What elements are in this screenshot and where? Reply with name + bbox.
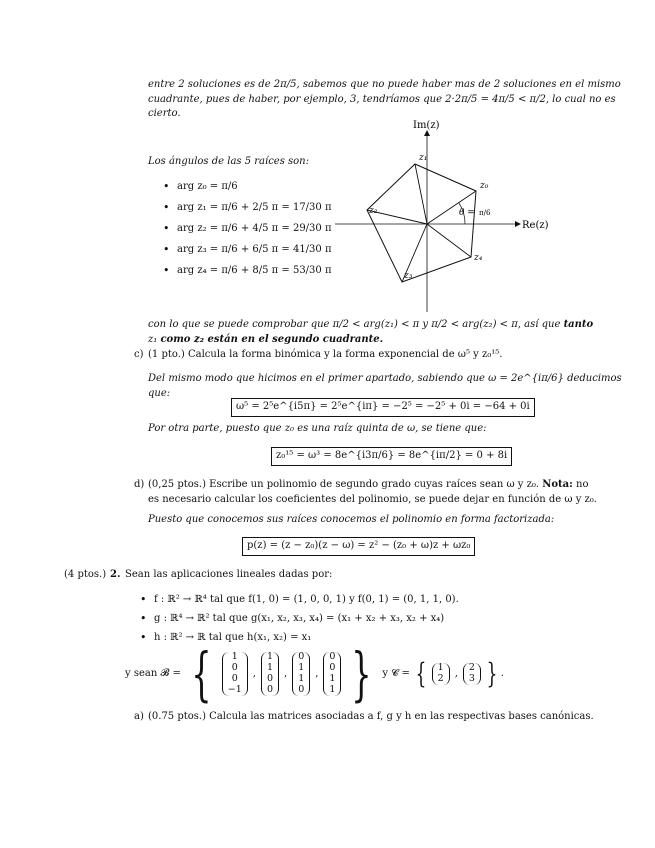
part-d-para: Puesto que conocemos sus raíces conocemos el polinomio en forma factorizada: <box>148 514 555 525</box>
bases-definition <box>125 640 504 708</box>
angles-list <box>163 176 332 281</box>
basis-b-vector <box>323 652 341 696</box>
angle-item: • arg z₂ = π/6 + 4/5 π = 29/30 π <box>163 218 332 239</box>
part-d-line-1 <box>148 478 589 493</box>
basis-c-vector <box>463 663 481 685</box>
conclusion-text-2: z₁ <box>148 333 158 345</box>
vector-entry: 2 <box>468 662 475 674</box>
vector-entry: 0 <box>298 651 305 663</box>
part-c-para-1-line-1: Del mismo modo que hicimos en el primer apartado, sabiendo que ω = 2e^{iπ/6} deducimos <box>148 373 622 384</box>
bases-mid: y 𝓒 = <box>382 667 410 679</box>
brace-close-c: } <box>486 657 498 690</box>
part-c-para-1-line-2: que: <box>148 387 171 399</box>
maps-list <box>140 590 459 647</box>
vector-entry: 0 <box>231 673 238 684</box>
re-axis-arrow <box>515 221 521 227</box>
vector-entry: 0 <box>329 662 336 674</box>
bases-prefix: y sean 𝓑 = <box>125 667 181 679</box>
conclusion-text-1: con lo que se puede comprobar que π/2 < arg(z₁) < π y π/2 < arg(z₂) < π, así que <box>148 319 561 330</box>
vector-entry: 0 <box>329 651 336 663</box>
angle-item: • arg z₄ = π/6 + 8/5 π = 53/30 π <box>163 260 332 281</box>
vector-entry: 0 <box>266 683 273 695</box>
vector-entry: 2 <box>437 673 444 684</box>
complex-plane-diagram <box>320 112 560 322</box>
part-d-nota: Nota: <box>542 479 573 490</box>
basis-c-vector <box>432 663 450 685</box>
part-d-question <box>148 478 597 507</box>
conclusion-bold-2: como z₂ están en el segundo cuadrante. <box>160 333 384 345</box>
vector-entry: 1 <box>266 662 273 674</box>
im-label: Im(z) <box>413 120 440 131</box>
vector-entry: 0 <box>231 662 238 674</box>
brace-open-b: { <box>191 640 212 708</box>
angle-item: • arg z₁ = π/6 + 2/5 π = 17/30 π <box>163 197 332 218</box>
part-a-label: a) <box>134 711 144 722</box>
z0-label: z₀ <box>480 181 489 191</box>
part-d-text-1: (0,25 ptos.) Escribe un polinomio de segundo grado cuyas raíces sean ω y z₀. <box>148 479 540 490</box>
vector-entry: 1 <box>298 662 305 674</box>
part-d-line-2: es necesario calcular los coeficientes del polinomio, se puede dejar en función de ω y z₀. <box>148 493 597 505</box>
conclusion-bold-1: tanto <box>563 319 594 330</box>
problem-2-points: (4 ptos.) <box>64 569 107 580</box>
conclusion-paragraph <box>148 318 594 347</box>
part-d-box: p(z) = (z − z₀)(z − ω) = z² − (z₀ + ω)z + ωz₀ <box>242 537 475 556</box>
re-label: Re(z) <box>522 220 549 231</box>
vector-entry: 1 <box>266 651 273 663</box>
separator-comma: , <box>284 667 288 679</box>
separator-comma: , <box>252 667 256 679</box>
part-c-box-2: z₀¹⁵ = ω³ = 8e^{i3π/6} = 8e^{iπ/2} = 0 + 8i <box>271 447 512 466</box>
part-a-question: (0.75 ptos.) Calcula las matrices asociadas a f, g y h en las respectivas bases canónicas. <box>148 711 594 722</box>
part-c-question: (1 pto.) Calcula la forma binómica y la forma exponencial de ω⁵ y z₀¹⁵. <box>148 349 503 360</box>
radius-z4 <box>427 224 471 257</box>
vector-entry: 3 <box>468 673 475 684</box>
separator-comma: , <box>315 667 319 679</box>
intro-line-3: cierto. <box>148 108 181 119</box>
conclusion-line-2 <box>148 333 558 348</box>
angle-item: • arg z₀ = π/6 <box>163 176 332 197</box>
problem-2-number: 2. <box>110 569 121 580</box>
part-c-para-1 <box>148 372 622 401</box>
theta-label: θ = <box>459 208 475 218</box>
z4-label: z₄ <box>474 253 483 263</box>
part-d-label: d) <box>134 479 145 490</box>
part-c-label: c) <box>134 349 144 360</box>
z1-label: z₁ <box>419 153 428 163</box>
vector-entry: 1 <box>329 683 336 695</box>
theta-value: π/6 <box>479 209 491 217</box>
vector-entry: −1 <box>227 683 242 695</box>
separator-comma: , <box>454 667 458 679</box>
conclusion-line-1 <box>148 318 594 333</box>
map-h: • h : ℝ² → ℝ tal que h(x₁, x₂) = x₁ <box>140 628 459 647</box>
vector-entry: 0 <box>298 683 305 695</box>
brace-open-c: { <box>415 657 427 690</box>
part-c-box-1: ω⁵ = 2⁵e^{i5π} = 2⁵e^{iπ} = −2⁵ = −2⁵ + 0i = −64 + 0i <box>231 398 535 417</box>
vector-entry: 1 <box>298 673 305 684</box>
z2-label: z₂ <box>369 206 378 216</box>
bases-period: . <box>500 667 504 679</box>
intro-line-1: entre 2 soluciones es de 2π/5, sabemos que no puede haber mas de 2 soluciones en el mismo <box>148 79 621 90</box>
map-g: • g : ℝ⁴ → ℝ² tal que g(x₁, x₂, x₃, x₄) = (x₁ + x₂ + x₃, x₂ + x₄) <box>140 609 459 628</box>
vector-entry: 1 <box>231 651 238 663</box>
problem-2-statement: Sean las aplicaciones lineales dadas por: <box>125 569 333 580</box>
angles-heading: Los ángulos de las 5 raíces son: <box>148 156 309 167</box>
vector-entry: 0 <box>266 673 273 684</box>
basis-b-vector <box>222 652 248 696</box>
vector-entry: 1 <box>329 673 336 684</box>
vector-entry: 1 <box>437 662 444 674</box>
radius-z1 <box>415 164 427 224</box>
basis-b-vector <box>261 652 279 696</box>
basis-b-vector <box>292 652 310 696</box>
angle-item: • arg z₃ = π/6 + 6/5 π = 41/30 π <box>163 239 332 260</box>
intro-line-2: cuadrante, pues de haber, por ejemplo, 3, tendríamos que 2·2π/5 = 4π/5 < π/2, lo cual no es <box>148 93 616 105</box>
z3-label: z₃ <box>404 271 413 281</box>
part-d-text-1b: no <box>576 479 589 490</box>
part-c-para-2: Por otra parte, puesto que z₀ es una raíz quinta de ω, se tiene que: <box>148 423 487 434</box>
map-f: • f : ℝ² → ℝ⁴ tal que f(1, 0) = (1, 0, 0, 1) y f(0, 1) = (0, 1, 1, 0). <box>140 590 459 609</box>
brace-close-b: } <box>351 640 373 708</box>
